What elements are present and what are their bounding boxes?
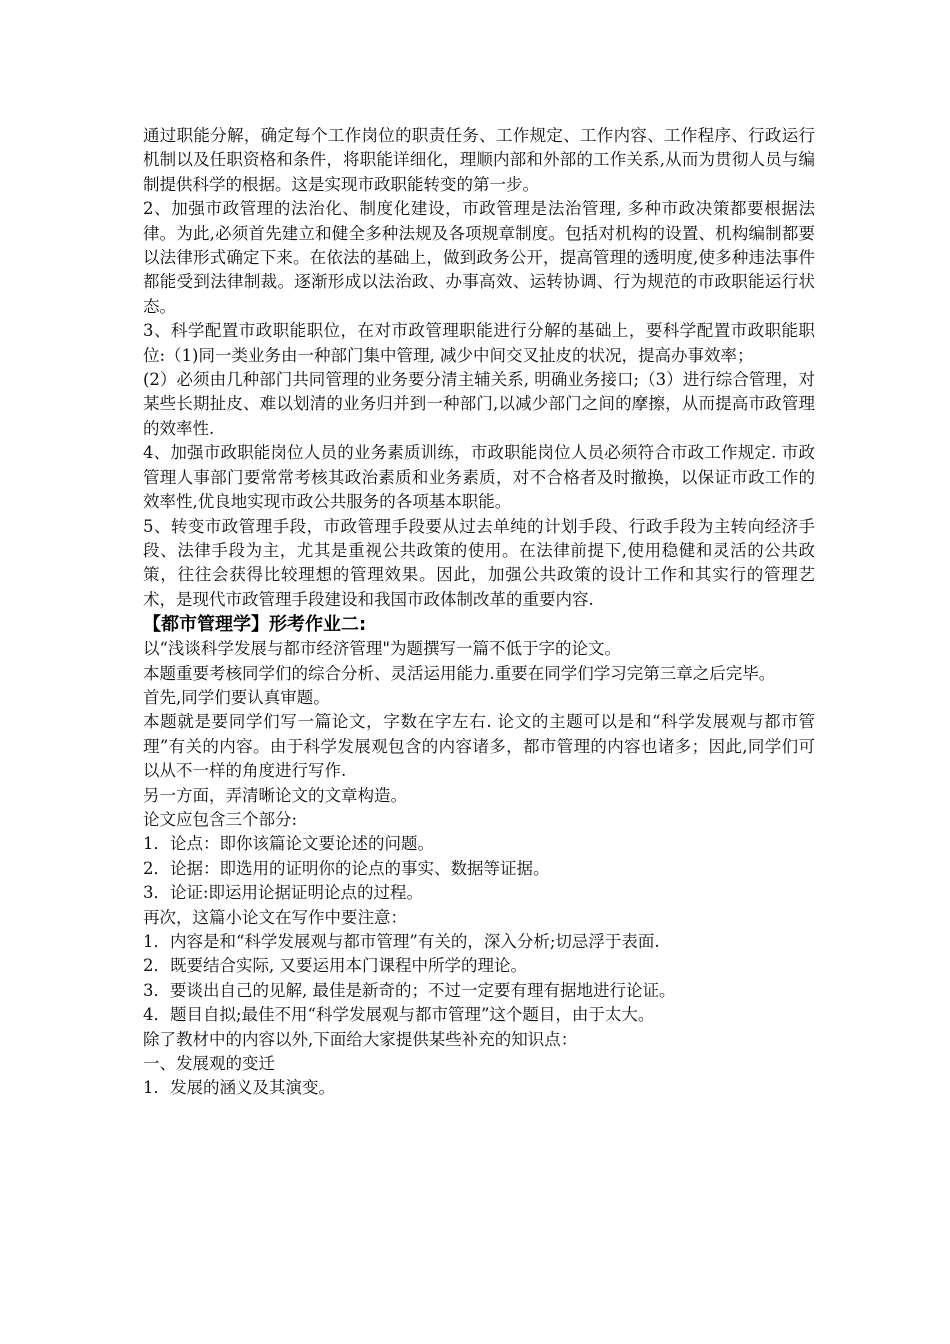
body-paragraph: 4、加强市政职能岗位人员的业务素质训练，市政职能岗位人员必须符合市政工作规定. 市政管理人事部门要常常考核其政治素质和业务素质，对不合格者及时撤换，以保证市政工作的效率性,优良地实现市政公共服务的各项基本职能。 xyxy=(143,443,815,512)
body-paragraph: 本题就是要同学们写一篇论文，字数在字左右. 论文的主题可以是和“科学发展观与都市管理”有关的内容。由于科学发展观包含的内容诸多，都市管理的内容也诸多；因此,同学们可以从不一样的角度进行写作. xyxy=(143,712,815,781)
body-paragraph: 5、转变市政管理手段，市政管理手段要从过去单纯的计划手段、行政手段为主转向经济手段、法律手段为主，尤其是重视公共政策的使用。在法律前提下,使用稳健和灵活的公共政策，往往会获得比较理想的管理效果。因此，加强公共政策的设计工作和其实行的管理艺术，是现代市政管理手段建设和我国市政体制改革的重要内容. xyxy=(143,516,815,609)
body-paragraph: 本题重要考核同学们的综合分析、灵活运用能力.重要在同学们学习完第三章之后完毕。 xyxy=(143,663,776,683)
list-item: 4．题目自拟;最佳不用“科学发展观与都市管理”这个题目，由于太大。 xyxy=(143,1005,655,1025)
body-paragraph: 通过职能分解，确定每个工作岗位的职责任务、工作规定、工作内容、工作程序、行政运行机制以及任职资格和条件，将职能详细化，理顺内部和外部的工作关系,从而为贯彻人员与编制提供科学的根据。这是实现市政职能转变的第一步。 xyxy=(143,126,815,194)
body-paragraph: 除了教材中的内容以外,下面给大家提供某些补充的知识点： xyxy=(143,1029,578,1049)
body-paragraph: 再次，这篇小论文在写作中要注意： xyxy=(143,907,407,927)
list-item: 1．内容是和“科学发展观与都市管理”有关的，深入分析;切忌浮于表面. xyxy=(143,932,660,951)
section-heading: 【都市管理学】形考作业二: xyxy=(143,614,367,636)
list-item: 1．发展的涵义及其演变。 xyxy=(143,1078,335,1098)
subheading: 一、发展观的变迁 xyxy=(143,1054,275,1074)
body-paragraph: 3、科学配置市政职能职位，在对市政管理职能进行分解的基础上，要科学配置市政职能职位:（1)同一类业务由一种部门集中管理, 减少中间交叉扯皮的状况，提高办事效率； xyxy=(143,321,815,365)
list-item: 3．要谈出自己的见解, 最佳是新奇的；不过一定要有理有据地进行论证。 xyxy=(143,980,676,1000)
body-paragraph: 以“浅谈科学发展与都市经济管理"为题撰写一篇不低于字的论文。 xyxy=(143,639,622,659)
list-item: 2．既要结合实际, 又要运用本门课程中所学的理论。 xyxy=(143,956,527,976)
body-paragraph: 首先,同学们要认真审题。 xyxy=(143,687,330,707)
list-item: 2．论据：即选用的证明你的论点的事实、数据等证据。 xyxy=(143,858,550,878)
body-paragraph: 2、加强市政管理的法治化、制度化建设，市政管理是法治管理, 多种市政决策都要根据法律。为此,必须首先建立和健全多种法规及各项规章制度。包括对机构的设置、机构编制都要以法律形式确定下来。在依法的基础上，做到政务公开，提高管理的透明度,使多种违法事件都能受到法律制裁。逐渐形成以法治政、办事高效、运转协调、行为规范的市政职能运行状态。 xyxy=(143,199,815,316)
body-paragraph: 论文应包含三个部分: xyxy=(143,809,298,829)
body-paragraph: 另一方面，弄清晰论文的文章构造。 xyxy=(143,785,407,805)
list-item: 3．论证:即运用论据证明论点的过程。 xyxy=(143,883,424,903)
list-item: 1．论点：即你该篇论文要论述的问题。 xyxy=(143,834,434,854)
body-paragraph: (2）必须由几种部门共同管理的业务要分清主辅关系, 明确业务接口;（3）进行综合管理，对某些长期扯皮、难以划清的业务归并到一种部门,以减少部门之间的摩擦，从而提高市政管理的效率性. xyxy=(143,370,815,438)
document-page xyxy=(143,124,815,1101)
